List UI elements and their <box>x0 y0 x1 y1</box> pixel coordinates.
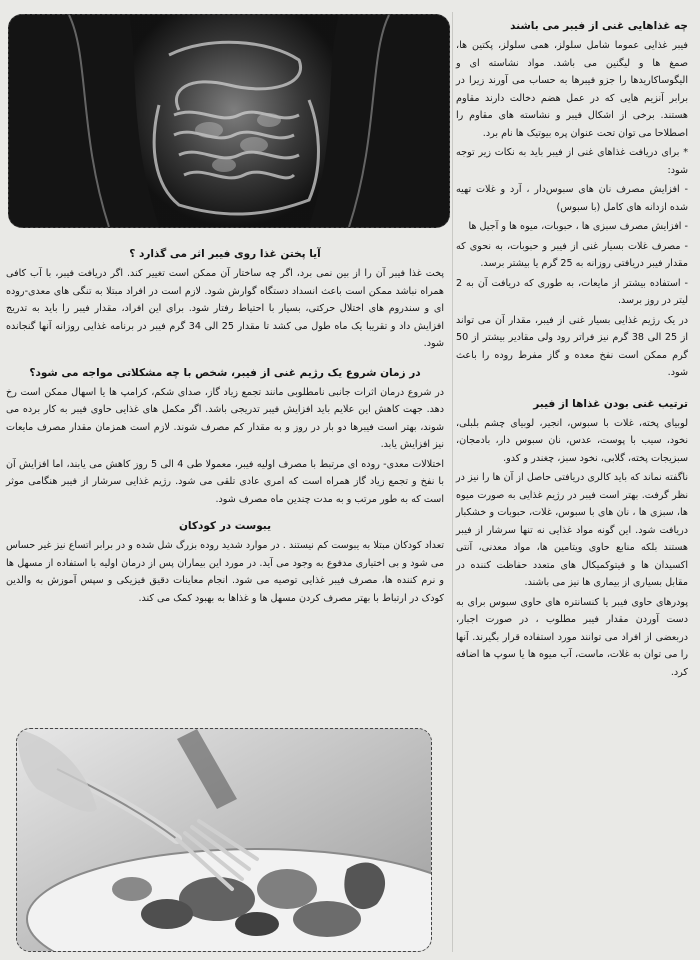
section-title: در زمان شروع یک رژیم غنی از فیبر، شخص با چه مشکلاتی مواجه می شود؟ <box>29 366 421 379</box>
paragraph: پودرهای حاوی فیبر یا کنسانتره های حاوی سبوس برای به دست آوردن مقدار فیبر مطلوب ، در صورت اجبار، دربعضی از افراد می توانند مورد استفاده قرار بگیرند. آنها را می توان به غلات، ماست، آب میوه ها یا سوپ ها اضافه کرد. <box>456 596 688 678</box>
list-item: - افزایش مصرف نان های سبوس‌دار ، آرد و غلات تهیه شده ازدانه های کامل (با سبوس) <box>456 184 688 213</box>
right-column <box>456 18 688 683</box>
paragraph: لوبیای پخته، غلات با سبوس، انجیر، لوبیای چشم بلبلی، نخود، سیب با پوست، عدس، نان سبوس دار، بادمجان، سبزیجات پخته، گلابی، نخود سبز، چغندر و کدو. <box>456 417 688 464</box>
paragraph: * برای دریافت غذاهای غنی از فیبر باید به نکات زیر توجه شود: <box>456 147 688 176</box>
list-item: - افزایش مصرف سبزی ها ، حبوبات، میوه ها و آجیل ها <box>468 221 688 232</box>
paragraph: تعداد کودکان مبتلا به یبوست کم نیستند . در موارد شدید روده بزرگ شل شده و در برابر اتساع نیز غیر حساس می شود و بی اختیاری مدفوع به وجود می آید. در مورد این بیماران پس از درمان اولیه با استفاده از مسهل ها و نرم کننده ها، مصرف فیبر غذایی توصیه می شود. انجام معاینات دقیق فیزیکی و سپس آموزش به والدین کودک در ارتباط با بهتر مصرف کردن مسهل ها و غذاها به بهبود کمک می کند. <box>6 540 444 604</box>
left-column <box>6 246 444 609</box>
intestines-illustration <box>9 15 449 227</box>
paragraph: پخت غذا فیبر آن را از بین نمی برد، اگر چه ساختار آن ممکن است تغییر کند. اگر دریافت فیبر، با آب کافی همراه نباشد ممکن است باعث انسداد دستگاه گوارش شود. لازم است در افراد مبتلا به تنگی های معدی-روده ای و سندروم های اختلال حرکتی، بسیار با احتیاط رفتار شود. برای این افراد، مقدار فیبر را باید به تدریج افزایش داد و تقریبا یک ماه طول می کشد تا مقدار 25 الی 34 گرم فیبر در برنامه غذایی روزانه آنها گنجانده شود. <box>6 268 445 349</box>
section-title: آیا پختن غذا روی فیبر اثر می گذارد ؟ <box>129 248 321 260</box>
list-item: - مصرف غلات بسیار غنی از فیبر و حبوبات، به نحوی که مقدار فیبر دریافتی روزانه به 25 گرم یا بیشتر برسد. <box>456 240 688 269</box>
paragraph: اختلالات معدی- روده ای مرتبط با مصرف اولیه فیبر، معمولا طی 4 الی 5 روز کاهش می یابند، اما افزایش آن با نفخ و تجمع زیاد گاز همراه است که امری عادی تلقی می شود. رژیم غذایی سرشار از فیبر هنگامی موثر است که به طور مرتب و به مدت چندین ماه مصرف شود. <box>6 458 444 505</box>
section-title: یبوست در کودکان <box>178 520 272 532</box>
list-item: - استفاده بیشتر از مایعات، به طوری که دریافت آن به 2 لیتر در روز برسد. <box>456 277 688 306</box>
paragraph: در یک رژیم غذایی بسیار غنی از فیبر، مقدار آن می تواند از 25 الی 38 گرم نیز فراتر رود ولی مقادیر بیشتر از 50 گرم ممکن است نفخ معده و گاز مفرط روده را باعث شود. <box>456 314 688 378</box>
section-title: ترتیب غنی بودن غذاها از فیبر <box>533 397 688 410</box>
paragraph: فیبر غذایی عموما شامل سلولز، همی سلولز، پکتین ها، صمغ ها و لیگنین می باشد. مواد نشاسته ای و الیگوساکاریدها را جزو فیبرها به حساب می آورند زیرا در برابر آنزیم هایی که در عمل هضم دخالت دارند مقاوم هستند. برخی از اشکال فیبر و نشاسته های مقاوم را اصطلاحا می توان تحت عنوان پره بیوتیک ها نام برد. <box>456 40 688 139</box>
fork-salad-illustration <box>17 729 431 951</box>
paragraph: ناگفته نماند که باید کالری دریافتی حاصل از آن ها را نیز در نظر گرفت. بهتر است فیبر در رژیم غذایی به صورت میوه ها، سبزی ها ، نان های با سبوس، غلات، حبوبات و خشکبار دریافت شود. این گونه مواد غذایی نه تنها سرشار از فیبر هستند بلکه منابع حاوی ویتامین ها، مواد معدنی، آنتی اکسیدان ها و فیتوکمیکال های متعدد حفاظت کننده در مقابل بسیاری از بیماری ها نیز می باشند. <box>456 472 688 588</box>
digestive-system-image <box>8 14 450 228</box>
column-divider <box>452 12 453 952</box>
salad-fork-image <box>16 728 432 952</box>
section-title: چه غذاهایی غنی از فیبر می باشند <box>510 20 688 32</box>
paragraph: در شروع درمان اثرات جانبی نامطلوبی مانند تجمع زیاد گاز، صدای شکم، کرامپ ها یا اسهال ممکن است رخ دهد. جهت کاهش این علایم باید افزایش فیبر تدریجی باشد. اگر مکمل های غذایی حاوی فیبر به کار برده می شوند، بهتر است فیبرها دو بار در روز و به مقدار کم مصرف شوند. لازم است همزمان مقدار مصرف مایعات نیز افزایش یابد. <box>6 386 444 450</box>
